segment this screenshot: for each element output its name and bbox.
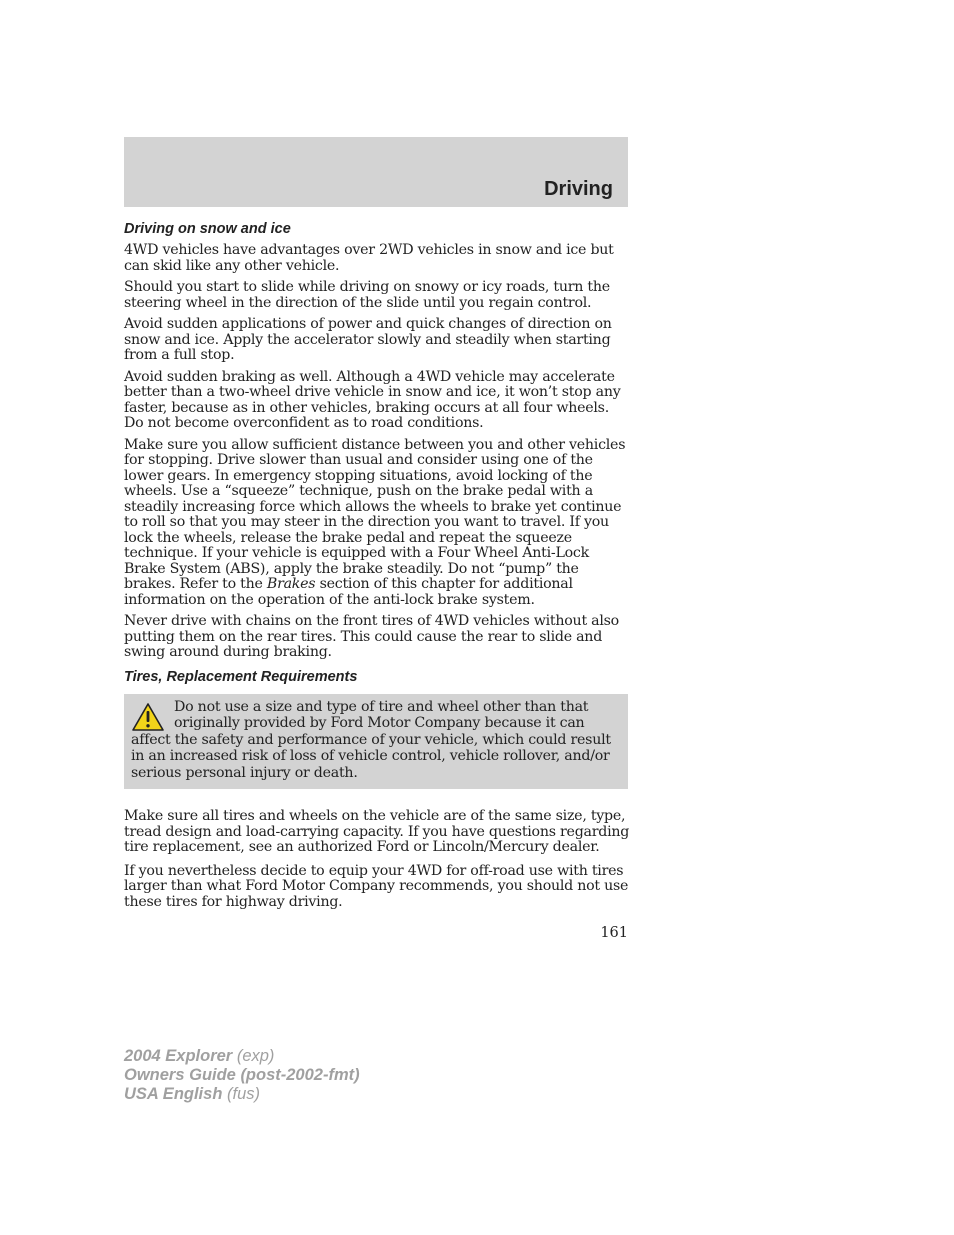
chapter-title: Driving — [544, 178, 613, 200]
brakes-reference: Brakes — [266, 576, 316, 592]
warning-text: Do not use a size and type of tire and wheel other than that originally provided by Ford Motor Company because it can affect the safety and performance of your vehicle, which could result in an increased risk of loss of vehicle control, vehicle rollover, and/or serious personal injury or death. — [131, 698, 611, 781]
footer-line — [124, 1066, 360, 1085]
paragraph: If you nevertheless decide to equip your 4WD for off-road use with tires larger than what Ford Motor Company recommends, you should not use these tires for highway driving. — [124, 862, 629, 910]
footer-model: 2004 Explorer — [124, 1047, 233, 1065]
section-heading-snow-ice: Driving on snow and ice — [124, 221, 291, 237]
footer-line — [124, 1085, 360, 1104]
footer-line — [124, 1047, 360, 1066]
footer-model-code: (exp) — [236, 1047, 275, 1065]
page-number: 161 — [600, 925, 628, 941]
paragraph-text: Make sure you allow sufficient distance between you and other vehicles for stopping. Drive slower than usual and consider using one of the lower gears. In emergency stopping situations, avoid locking of the wheels. Use a “squeeze” technique, push on the brake pedal with a steadily increasing force which allows the wheels to brake yet continue to roll so that you may steer in the direction you want to travel. If you lock the wheels, release the brake pedal and repeat the squeeze technique. If your vehicle is equipped with a Four Wheel Anti-Lock Brake System (ABS), apply the brake steadily. Do not “pump” the brakes. Refer to the — [124, 436, 626, 592]
footer-guide: Owners Guide (post-2002-fmt) — [124, 1066, 360, 1084]
footer-language: USA English — [124, 1085, 223, 1103]
document-footer — [124, 1047, 360, 1104]
paragraph: Never drive with chains on the front tires of 4WD vehicles without also putting them on the rear tires. This could cause the rear to slide and swing around during braking. — [124, 613, 619, 660]
paragraph-text: section of this chapter for additional information on the operation of the anti-lock brake system. — [124, 576, 573, 608]
paragraph: Make sure all tires and wheels on the vehicle are of the same size, type, tread design and load-carrying capacity. If you have questions regarding tire replacement, see an authorized Ford or Lincoln/Mercury dealer. — [124, 808, 630, 855]
paragraph: Avoid sudden braking as well. Although a 4WD vehicle may accelerate better than a two-wheel drive vehicle in snow and ice, it won’t stop any faster, because as in other vehicles, braking occurs at all four wheels. Do not become overconfident as to road conditions. — [124, 368, 621, 431]
paragraph: Should you start to slide while driving on snowy or icy roads, turn the steering wheel in the direction of the slide until you regain control. — [124, 279, 610, 311]
warning-box — [124, 694, 628, 790]
paragraph — [124, 438, 630, 609]
warning-triangle-icon — [131, 702, 165, 732]
footer-language-code: (fus) — [227, 1085, 260, 1103]
section-heading-tires: Tires, Replacement Requirements — [124, 668, 358, 685]
page-content — [124, 221, 630, 916]
paragraph: Avoid sudden applications of power and quick changes of direction on snow and ice. Apply the accelerator slowly and steadily when starting from a full stop. — [124, 316, 612, 363]
paragraph: 4WD vehicles have advantages over 2WD vehicles in snow and ice but can skid like any other vehicle. — [124, 242, 614, 274]
chapter-header-band — [124, 137, 628, 207]
